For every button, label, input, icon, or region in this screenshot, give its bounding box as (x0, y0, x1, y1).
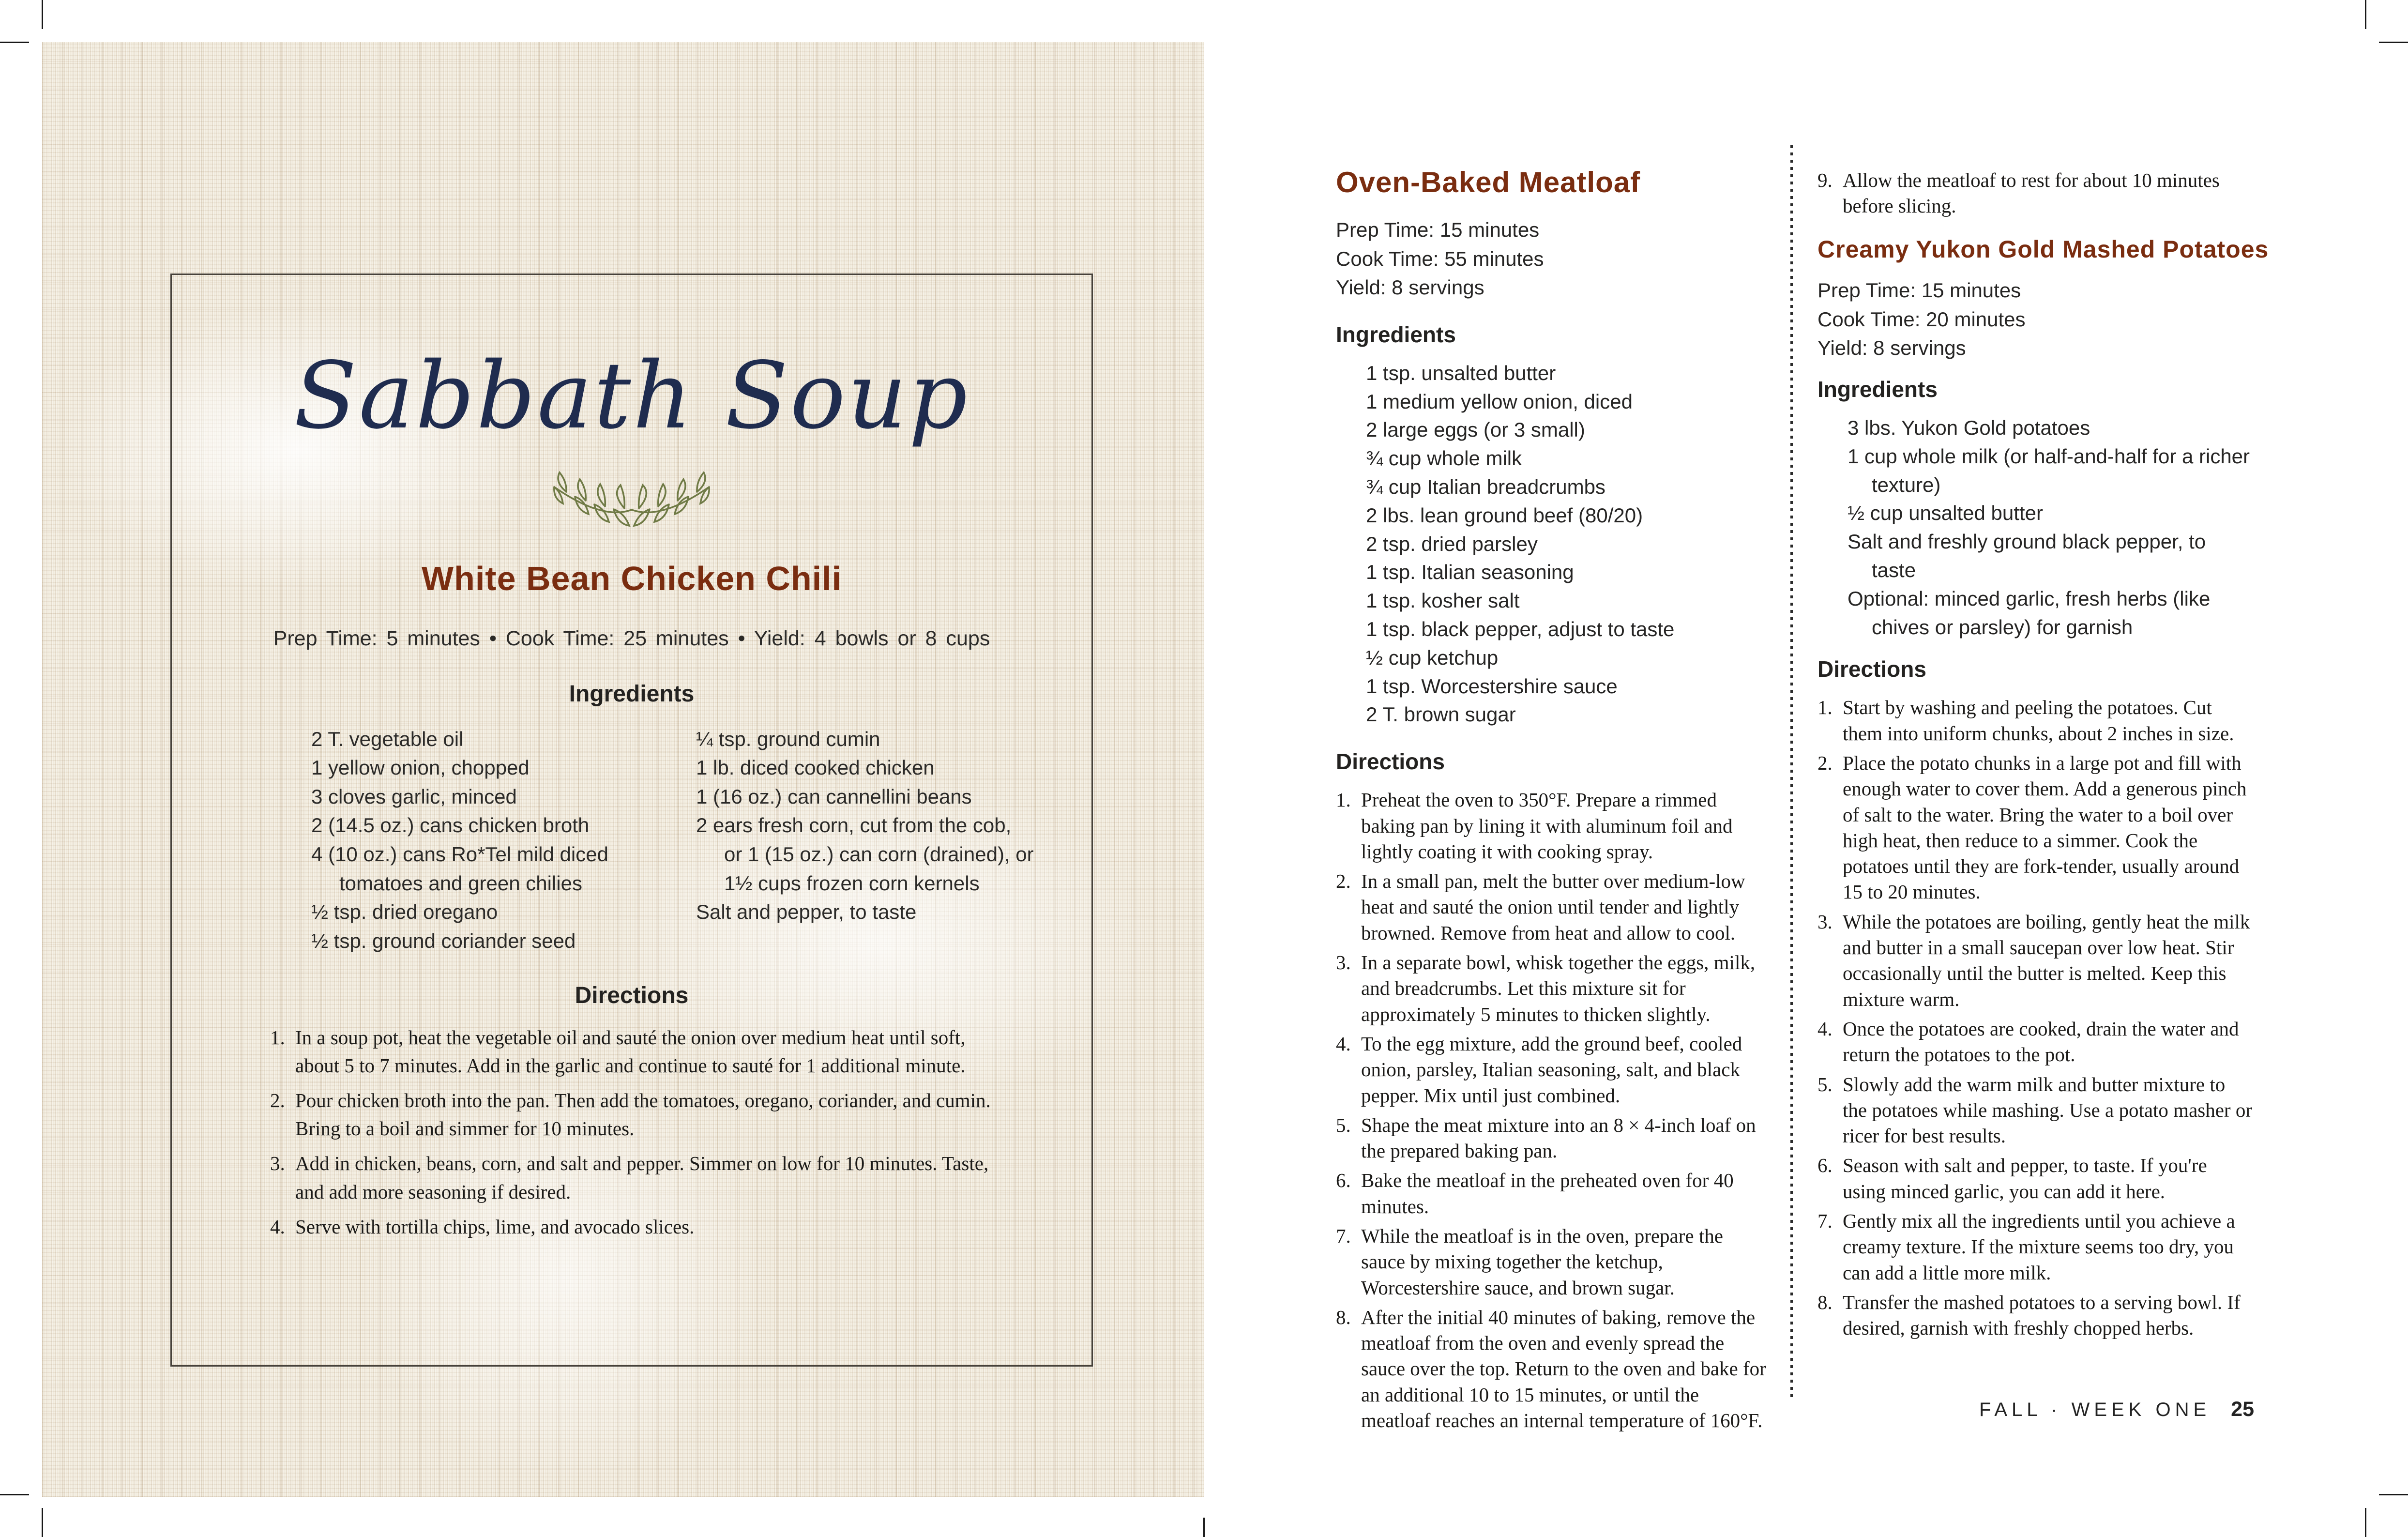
ingredient-item: 1 tsp. black pepper, adjust to taste (1366, 618, 1675, 641)
page-number: 25 (2231, 1398, 2254, 1421)
step-number: 1. (1336, 789, 1351, 811)
ingredient-item: Salt and freshly ground black pepper, to taste (1848, 530, 2206, 581)
column-meatloaf (1336, 166, 1767, 1437)
step-text: Bake the meatloaf in the preheated oven for 40 minutes. (1361, 1169, 1734, 1217)
direction-step (1336, 1168, 1767, 1219)
ingredient-item: ½ cup unsalted butter (1848, 502, 2043, 525)
step-text: Serve with tortilla chips, lime, and avocado slices. (295, 1215, 695, 1238)
step-text: Start by washing and peeling the potatoes. Cut them into uniform chunks, about 2 inches in size. (1843, 696, 2234, 745)
step-number: 2. (270, 1089, 285, 1111)
ingredient-item: 2 (14.5 oz.) cans chicken broth (311, 814, 590, 837)
step-text: Place the potato chunks in a large pot and fill with enough water to cover them. Add a generous pinch of salt to the water. Bring the water to a boil over high heat, then reduce to a simmer. Cook the potatoes until they are fork-tender, usually around 15 to 20 minutes. (1843, 751, 2247, 903)
step-number: 4. (1817, 1017, 1833, 1040)
ingredient-item: 3 lbs. Yukon Gold potatoes (1848, 416, 2090, 439)
direction-step (270, 1023, 993, 1080)
step-number: 9. (1817, 169, 1833, 191)
yield: Yield: 8 servings (1817, 336, 1966, 360)
direction-step (1336, 950, 1767, 1027)
step-number: 7. (1336, 1224, 1351, 1247)
recipe-meta: Prep Time: 5 minutes • Cook Time: 25 minutes • Yield: 4 bowls or 8 cups (273, 626, 990, 650)
step-text: To the egg mixture, add the ground beef, cooled onion, parsley, Italian seasoning, salt, and black pepper. Mix until just combined. (1361, 1032, 1742, 1107)
step-number: 1. (1817, 696, 1833, 719)
step-number: 6. (1817, 1154, 1833, 1177)
step-number: 5. (1336, 1113, 1351, 1136)
step-text: Add in chicken, beans, corn, and salt and pepper. Simmer on low for 10 minutes. Taste, and add more seasoning if desired. (295, 1152, 989, 1203)
ingredient-item: 2 tsp. dried parsley (1366, 532, 1538, 555)
ingredient-item: 2 large eggs (or 3 small) (1366, 418, 1585, 441)
direction-step (1817, 1208, 2254, 1286)
right-page (1204, 42, 2366, 1497)
step-number: 7. (1817, 1209, 1833, 1232)
step-number: 3. (1817, 910, 1833, 933)
step-text: Gently mix all the ingredients until you achieve a creamy texture. If the mixture seems too dry, you can add a little more milk. (1843, 1209, 2235, 1284)
step-number: 1. (270, 1026, 285, 1049)
column-potatoes (1817, 166, 2269, 1345)
ingredient-item: Optional: minced garlic, fresh herbs (like chives or parsley) for garnish (1848, 587, 2211, 639)
step-number: 8. (1817, 1291, 1833, 1313)
direction-step (1817, 1290, 2254, 1341)
step-text: Allow the meatloaf to rest for about 10 minutes before slicing. (1843, 169, 2220, 217)
section-label: FALL · WEEK ONE (1979, 1399, 2211, 1420)
ingredients-column-1 (311, 725, 640, 956)
step-number: 6. (1336, 1169, 1351, 1192)
ingredients-column-2 (696, 725, 1035, 956)
step-number: 2. (1817, 751, 1833, 774)
recipe-title-potatoes: Creamy Yukon Gold Mashed Potatoes (1817, 235, 2269, 263)
direction-step (1336, 1305, 1767, 1433)
ingredients-list (1366, 359, 1767, 729)
crop-mark (0, 1494, 29, 1495)
ingredient-item: ½ tsp. dried oregano (311, 900, 498, 924)
step-text: Once the potatoes are cooked, drain the water and return the potatoes to the pot. (1843, 1017, 2239, 1066)
ingredient-item: ¾ cup whole milk (1366, 447, 1522, 470)
step-text: After the initial 40 minutes of baking, remove the meatloaf from the oven and evenly spread the sauce over the top. Return to the oven and bake for an additional 10 to 15 minutes, or until the meatloaf reaches an internal temperature of 160°F. (1361, 1306, 1766, 1432)
direction-step (1336, 868, 1767, 946)
crop-mark-gutter (1203, 1518, 1205, 1537)
prep-time: Prep Time: 15 minutes (1817, 279, 2021, 302)
ingredient-item: 1 lb. diced cooked chicken (696, 756, 935, 779)
step-number: 4. (1336, 1032, 1351, 1055)
crop-mark (0, 42, 29, 43)
ingredients-list (1848, 414, 2254, 641)
direction-step (1817, 909, 2254, 1012)
step-text: Slowly add the warm milk and butter mixture to the potatoes while mashing. Use a potato masher or ricer for best results. (1843, 1073, 2252, 1147)
step-text: Preheat the oven to 350°F. Prepare a rimmed baking pan by lining it with aluminum foil and lightly coating it with cooking spray. (1361, 789, 1733, 863)
ingredients-heading: Ingredients (1817, 376, 1938, 402)
ingredient-item: 1 tsp. Italian seasoning (1366, 561, 1574, 584)
direction-step (1817, 1016, 2254, 1068)
ingredient-item: 1 tsp. kosher salt (1366, 589, 1520, 612)
series-title: Sabbath Soup (294, 342, 969, 449)
directions-heading: Directions (1336, 749, 1445, 775)
recipe-frame (170, 274, 1093, 1367)
ingredient-item: 1 tsp. Worcestershire sauce (1366, 674, 1618, 698)
column-divider (1790, 145, 1793, 1400)
step-text: While the meatloaf is in the oven, prepare the sauce by mixing together the ketchup, Worcestershire sauce, and brown sugar. (1361, 1224, 1723, 1299)
direction-step (1817, 1153, 2254, 1204)
direction-step (1817, 750, 2254, 905)
step-number: 8. (1336, 1306, 1351, 1328)
ingredient-item: Salt and pepper, to taste (696, 900, 917, 924)
ingredient-item: 1 cup whole milk (or half-and-half for a richer texture) (1848, 444, 2250, 496)
recipe-title: White Bean Chicken Chili (422, 559, 842, 597)
page-footer (1816, 1398, 2254, 1421)
crop-mark (42, 1508, 43, 1537)
ingredient-item: ¾ cup Italian breadcrumbs (1366, 475, 1605, 499)
direction-step (1336, 787, 1767, 865)
direction-step (1336, 1031, 1767, 1109)
crop-mark (2379, 1494, 2408, 1495)
ingredient-item: 1 yellow onion, chopped (311, 756, 530, 779)
laurel-branch-icon (172, 464, 1091, 534)
crop-mark (2365, 1508, 2366, 1537)
ingredient-item: 1 medium yellow onion, diced (1366, 390, 1633, 413)
ingredient-item: 2 lbs. lean ground beef (80/20) (1366, 503, 1643, 527)
ingredient-item: 3 cloves garlic, minced (311, 785, 517, 808)
directions-list (1336, 787, 1767, 1433)
step-text: Season with salt and pepper, to taste. If you're using minced garlic, you can add it here. (1843, 1154, 2207, 1202)
step-number: 5. (1817, 1073, 1833, 1096)
cook-time: Cook Time: 20 minutes (1817, 307, 2026, 331)
step-number: 3. (270, 1152, 285, 1175)
ingredient-item: 2 T. vegetable oil (311, 727, 464, 750)
ingredient-item: 4 (10 oz.) cans Ro*Tel mild diced tomatoes and green chilies (311, 843, 608, 895)
direction-step (1336, 1112, 1767, 1164)
step-text: While the potatoes are boiling, gently heat the milk and butter in a small saucepan over low heat. Stir occasionally until the butter is melted. Keep this mixture warm. (1843, 910, 2250, 1010)
step-text: Pour chicken broth into the pan. Then add the tomatoes, oregano, coriander, and cumin. Bring to a boil and simmer for 10 minutes. (295, 1089, 991, 1140)
prep-time: Prep Time: 15 minutes (1336, 218, 1540, 241)
yield: Yield: 8 servings (1336, 276, 1484, 299)
recipe-meta-meatloaf (1336, 215, 1767, 302)
crop-mark (42, 0, 43, 29)
direction-step (1817, 1072, 2254, 1149)
step-text: Transfer the mashed potatoes to a serving bowl. If desired, garnish with freshly chopped herbs. (1843, 1291, 2241, 1339)
step-text: Shape the meat mixture into an 8 × 4-inch loaf on the prepared baking pan. (1361, 1113, 1756, 1162)
recipe-title-meatloaf: Oven-Baked Meatloaf (1336, 166, 1641, 198)
ingredients-heading: Ingredients (569, 681, 695, 707)
step-number: 3. (1336, 951, 1351, 974)
step-number: 2. (1336, 870, 1351, 893)
cook-time: Cook Time: 55 minutes (1336, 247, 1544, 270)
crop-mark (2365, 0, 2366, 29)
directions-list (1817, 695, 2254, 1341)
ingredients-heading: Ingredients (1336, 321, 1456, 347)
ingredient-item: ½ cup ketchup (1366, 646, 1499, 669)
ingredient-item: ½ tsp. ground coriander seed (311, 929, 576, 952)
ingredient-item: 1 (16 oz.) can cannellini beans (696, 785, 972, 808)
direction-step (1817, 695, 2254, 746)
direction-step (270, 1086, 993, 1142)
directions-list-continued (1817, 167, 2254, 219)
ingredient-item: ¼ tsp. ground cumin (696, 727, 880, 750)
crop-mark (2379, 42, 2408, 43)
step-text: In a soup pot, heat the vegetable oil and sauté the onion over medium heat until soft, about 5 to 7 minutes. Add in the garlic and continue to sauté for 1 additional minute. (295, 1026, 966, 1077)
direction-step (270, 1149, 993, 1205)
step-text: In a small pan, melt the butter over medium-low heat and sauté the onion until tender and lightly browned. Remove from heat and allow to cool. (1361, 870, 1745, 944)
directions-list (172, 1023, 1091, 1241)
direction-step (1817, 167, 2254, 219)
ingredient-item: 2 T. brown sugar (1366, 703, 1516, 726)
ingredient-item: 2 ears fresh corn, cut from the cob, or 1 (15 oz.) can corn (drained), or 1½ cups frozen corn kernels (696, 814, 1034, 895)
directions-heading: Directions (575, 982, 689, 1008)
direction-step (270, 1213, 993, 1241)
ingredient-item: 1 tsp. unsalted butter (1366, 361, 1556, 384)
step-text: In a separate bowl, whisk together the eggs, milk, and breadcrumbs. Let this mixture sit for approximately 5 minutes to thicken slightly. (1361, 951, 1756, 1025)
ingredients-columns (172, 725, 1091, 956)
left-page-linen (42, 42, 1204, 1497)
recipe-meta-potatoes (1817, 276, 2254, 363)
direction-step (1336, 1223, 1767, 1301)
directions-heading: Directions (1817, 656, 1926, 682)
step-number: 4. (270, 1215, 285, 1238)
